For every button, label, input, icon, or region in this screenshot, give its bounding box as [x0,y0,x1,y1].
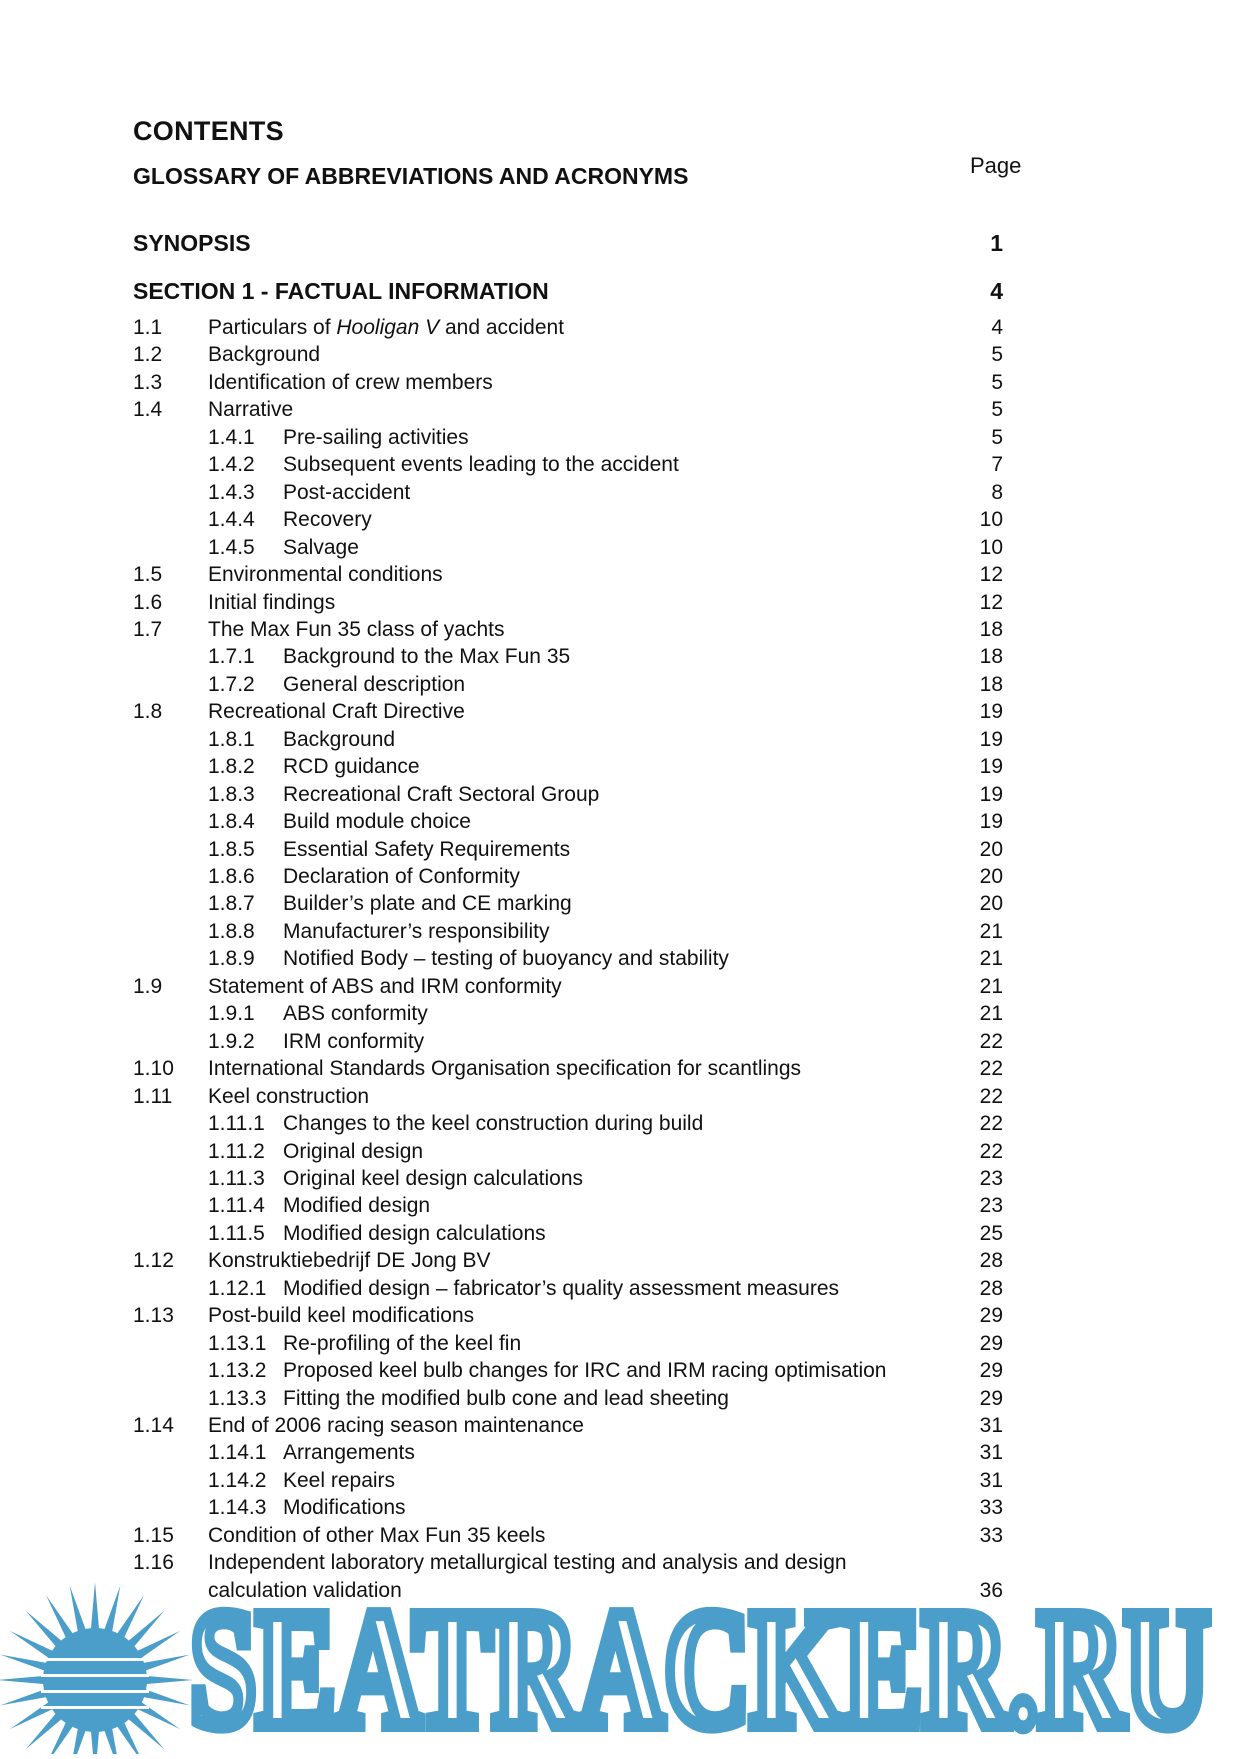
entry-number: 1.8.8 [208,919,255,943]
entry-page: 25 [979,1221,1003,1245]
entry-page: 12 [979,563,1003,587]
entry-title: Original keel design calculations [283,1166,583,1190]
entry-page: 29 [979,1386,1003,1410]
entry-title: Recreational Craft Directive [208,700,465,724]
entry-title: Declaration of Conformity [283,865,520,888]
entry-page: 22 [979,1029,1003,1053]
entry-number: 1.8.5 [208,837,255,861]
entry-number: 1.6 [133,590,163,614]
entry-title: Pre-sailing activities [283,425,469,449]
entry-number: 1.9.1 [208,1002,255,1026]
entry-page: 21 [979,1002,1003,1026]
entry-number: 1.13.2 [208,1359,267,1383]
toc-heading-glossary[interactable] [133,163,1003,190]
entry-number: 1.13 [133,1304,174,1328]
entry-page: 10 [979,508,1003,532]
entry-number: 1.12 [133,1249,174,1273]
entry-title: ABS conformity [283,1002,428,1026]
entry-page: 31 [979,1468,1003,1492]
entry-number: 1.3 [133,370,163,394]
entry-title: The Max Fun 35 class of yachts [208,617,505,641]
entry-number: 1.4.2 [208,453,255,477]
entry-page: 5 [991,398,1003,422]
entry-page: 28 [979,1276,1003,1300]
entry-number: 1.11.2 [208,1139,265,1163]
entry-page: 31 [979,1414,1003,1437]
entry-title: Konstruktiebedrijf DE Jong BV [208,1249,491,1273]
entry-number: 1.7 [133,617,163,641]
entry-page: 18 [979,672,1003,696]
entry-title: Environmental conditions [208,563,443,587]
entry-number: 1.8.6 [208,865,255,888]
entry-title: Background to the Max Fun 35 [283,645,571,669]
entry-title: Salvage [283,535,359,559]
entry-page: 36 [979,1578,1003,1602]
entry-title: IRM conformity [283,1029,425,1053]
toc-heading-section-1[interactable] [133,278,1003,305]
entry-page: 31 [979,1441,1003,1465]
entry-page: 12 [979,590,1003,614]
entry-title: Original design [283,1139,424,1163]
entry-number: 1.11.1 [208,1112,265,1136]
entry-page: 29 [979,1331,1003,1355]
entry-page: 10 [979,535,1003,559]
entry-number: 1.11.3 [208,1166,265,1190]
entry-page: 19 [979,755,1003,779]
entry-title [208,314,564,341]
heading-text: GLOSSARY OF ABBREVIATIONS AND ACRONYMS [133,163,689,189]
entry-number: 1.4.5 [208,535,255,559]
entry-page: 33 [979,1523,1003,1547]
entry-number: 1.1 [133,316,163,339]
entry-page: 5 [991,370,1003,394]
entry-title-post: and accident [439,316,565,339]
entry-title: Condition of other Max Fun 35 keels [208,1523,546,1547]
entry-page: 28 [979,1249,1003,1273]
entry-title: Recovery [283,508,372,532]
entry-title: Statement of ABS and IRM conformity [208,974,562,998]
entry-page: 19 [979,810,1003,834]
entry-title: International Standards Organisation specification for scantlings [208,1057,802,1081]
entry-number: 1.8.7 [208,892,255,916]
entry-title: Background [283,727,396,751]
entry-number: 1.8 [133,700,163,724]
entry-number: 1.11 [133,1084,173,1108]
entry-number: 1.14.2 [208,1468,267,1492]
page-column-label: Page [970,153,1022,178]
sun-icon [0,1582,193,1754]
entry-title: Modifications [283,1496,406,1520]
entry-page: 20 [979,837,1003,861]
entry-page: 20 [979,892,1003,916]
heading-page: 4 [990,278,1003,304]
entry-title: Subsequent events leading to the accident [283,453,679,477]
heading-text: SECTION 1 - FACTUAL INFORMATION [133,278,549,304]
entry-title: Post-build keel modifications [208,1304,475,1328]
entry-title: Background [208,343,321,367]
entry-page: 19 [979,782,1003,806]
entry-number: 1.11.4 [208,1194,265,1218]
entry-page: 21 [979,974,1003,998]
entry-page: 22 [979,1084,1003,1108]
entry-number: 1.8.4 [208,810,255,834]
page-title: CONTENTS [133,116,284,146]
heading-page: 1 [990,230,1003,256]
entry-page: 18 [979,617,1003,641]
entry-page: 20 [979,865,1003,888]
entry-page: 29 [979,1359,1003,1383]
entry-page: 29 [979,1304,1003,1328]
entry-title: Modified design – fabricator’s quality assessment measures [283,1276,839,1300]
entry-number: 1.4.1 [208,425,255,449]
entry-number: 1.15 [133,1523,174,1547]
entry-number: 1.2 [133,343,163,367]
watermark-graphic [0,1560,1240,1754]
entry-title: Re-profiling of the keel fin [283,1331,522,1355]
entry-number: 1.14.3 [208,1496,267,1520]
entry-title: Keel construction [208,1084,370,1108]
watermark-text: SEATRACKER.RU [190,1576,1210,1754]
entry-title: End of 2006 racing season maintenance [208,1414,584,1437]
entry-number: 1.13.3 [208,1386,267,1410]
entry-number: 1.14 [133,1414,174,1437]
seatracker-watermark [0,1560,1240,1754]
entry-page: 22 [979,1112,1003,1136]
toc-heading-synopsis[interactable] [133,230,1003,257]
entry-title: Fitting the modified bulb cone and lead sheeting [283,1386,729,1410]
entry-title: calculation validation [208,1578,402,1602]
entry-title: Changes to the keel construction during build [283,1112,704,1136]
entry-number: 1.11.5 [208,1221,265,1245]
entry-number: 1.7.2 [208,672,255,696]
entry-title: Modified design [283,1194,431,1218]
entry-number: 1.10 [133,1057,174,1081]
entry-title: Proposed keel bulb changes for IRC and IRM racing optimisation [283,1359,887,1383]
entry-title: Identification of crew members [208,370,493,394]
entry-title: Build module choice [283,810,471,834]
entry-page: 19 [979,700,1003,724]
entry-page: 23 [979,1166,1003,1190]
entry-page: 21 [979,947,1003,971]
entry-number: 1.12.1 [208,1276,267,1300]
entry-number: 1.4.3 [208,480,255,504]
entry-page: 33 [979,1496,1003,1520]
heading-text: SYNOPSIS [133,230,251,256]
entry-title: General description [283,672,466,696]
entry-title: Essential Safety Requirements [283,837,571,861]
entry-number: 1.8.1 [208,727,255,751]
entry-title: Arrangements [283,1441,415,1465]
entry-title: Modified design calculations [283,1221,546,1245]
entry-page: 18 [979,645,1003,669]
entry-page: 7 [991,453,1003,477]
entry-number: 1.16 [133,1551,174,1575]
entry-page: 22 [979,1139,1003,1163]
entry-title-pre: Particulars of [208,316,337,339]
entry-title: Initial findings [208,590,336,614]
entry-number: 1.8.9 [208,947,255,971]
entry-number: 1.4.4 [208,508,255,532]
entry-title: Recreational Craft Sectoral Group [283,782,600,806]
entry-number: 1.13.1 [208,1331,267,1355]
entry-page: 19 [979,727,1003,751]
entry-title: Manufacturer’s responsibility [283,919,550,943]
entry-title: Independent laboratory metallurgical testing and analysis and design [208,1551,847,1575]
entry-title: RCD guidance [283,755,420,779]
entry-title: Builder’s plate and CE marking [283,892,572,916]
entry-page: 23 [979,1194,1003,1218]
entry-number: 1.8.3 [208,782,255,806]
entry-title: Narrative [208,398,294,422]
entry-page: 4 [991,316,1003,339]
entry-page: 8 [991,480,1003,504]
entry-number: 1.9 [133,974,163,998]
entry-title: Notified Body – testing of buoyancy and stability [283,947,729,971]
entry-page: 5 [991,425,1003,449]
entry-number: 1.9.2 [208,1029,255,1053]
entry-page: 22 [979,1057,1003,1081]
entry-title: Keel repairs [283,1468,396,1492]
entry-title: Post-accident [283,480,411,504]
entry-number: 1.8.2 [208,755,255,779]
entry-page: 21 [979,919,1003,943]
entry-number: 1.4 [133,398,163,422]
entry-number: 1.7.1 [208,645,255,669]
entry-page: 5 [991,343,1003,367]
vessel-name: Hooligan V [336,316,440,339]
entry-number: 1.5 [133,563,163,587]
entry-number: 1.14.1 [208,1441,267,1465]
